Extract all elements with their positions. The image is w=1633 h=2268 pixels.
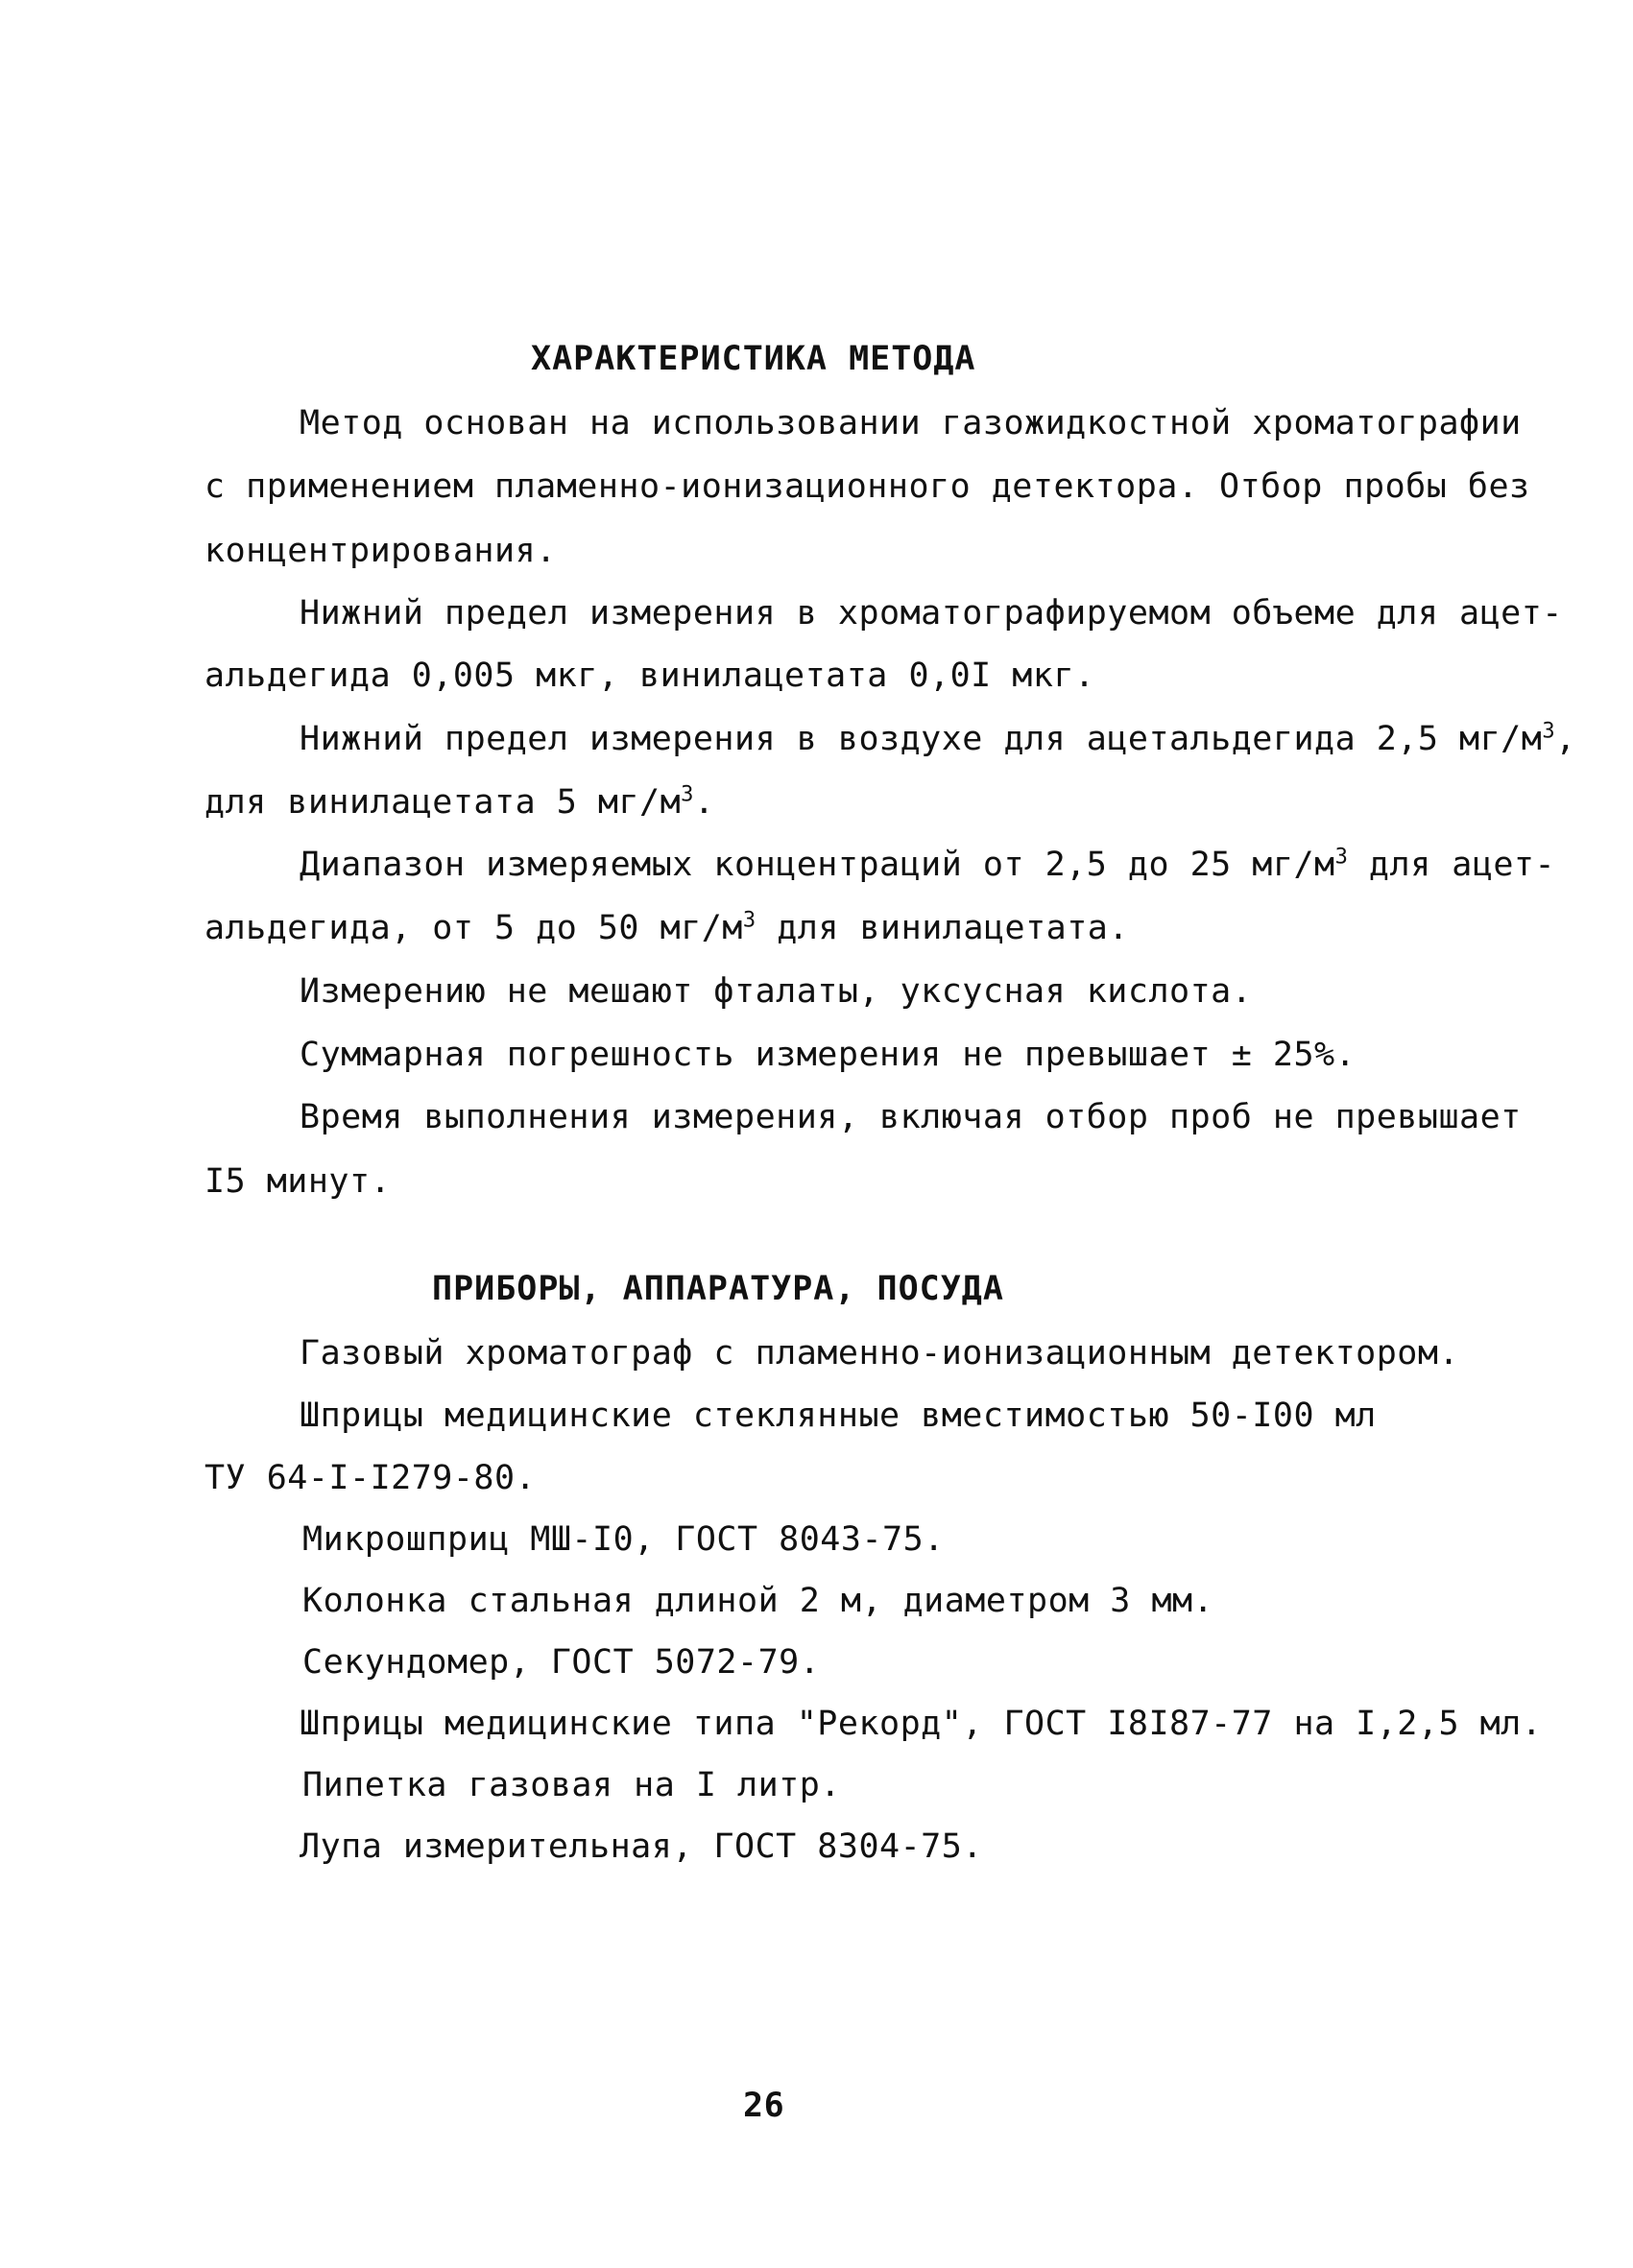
comma: ,: [1555, 720, 1576, 758]
equipment-line: Пипетка газовая на I литр.: [302, 1766, 841, 1804]
equipment-line: ТУ 64-I-I279-80.: [204, 1459, 537, 1497]
paragraph-line: [300, 844, 1555, 886]
paragraph-line: Метод основан на использовании газожидкостной хроматографии: [300, 404, 1522, 442]
text-segment: альдегида, от 5 до 50 мг/м: [204, 909, 743, 947]
paragraph-line: [204, 781, 714, 824]
superscript: 3: [742, 908, 756, 933]
text-segment: Диапазон измеряемых концентраций от 2,5 до 25 мг/м: [300, 846, 1335, 884]
equipment-line: Газовый хроматограф с пламенно-ионизационным детектором.: [300, 1334, 1460, 1373]
paragraph-line: I5 минут.: [204, 1162, 392, 1201]
text-segment: для ацет-: [1368, 846, 1556, 884]
equipment-line: Колонка стальная длиной 2 м, диаметром 3 мм.: [302, 1582, 1214, 1620]
period: .: [693, 783, 715, 822]
text-segment: для винилацетата.: [777, 909, 1129, 947]
equipment-line: Секундомер, ГОСТ 5072-79.: [302, 1643, 821, 1682]
paragraph-line: Время выполнения измерения, включая отбор проб не превышает: [300, 1098, 1522, 1136]
paragraph-line: Измерению не мешают фталаты, уксусная кислота.: [300, 972, 1253, 1011]
section-title-method: ХАРАКТЕРИСТИКА МЕТОДА: [531, 340, 976, 378]
equipment-line: Шприцы медицинские типа "Рекорд", ГОСТ I8I87-77 на I,2,5 мл.: [300, 1705, 1543, 1743]
paragraph-line: Суммарная погрешность измерения не превышает ± 25%.: [300, 1036, 1357, 1074]
page-number: 26: [743, 2087, 785, 2125]
paragraph-line: с применением пламенно-ионизационного детектора. Отбор пробы без: [204, 467, 1530, 506]
section-title-equipment: ПРИБОРЫ, АППАРАТУРА, ПОСУДА: [432, 1270, 1004, 1308]
paragraph-line: [300, 718, 1576, 760]
paragraph-line: [204, 907, 1129, 949]
paragraph-line: концентрирования.: [204, 532, 557, 570]
equipment-line: Микрошприц МШ-I0, ГОСТ 8043-75.: [302, 1520, 945, 1559]
equipment-line: Лупа измерительная, ГОСТ 8304-75.: [300, 1827, 983, 1866]
text-segment: для винилацетата 5 мг/м: [204, 783, 682, 822]
paragraph-line: альдегида 0,005 мкг, винилацетата 0,0I мкг.: [204, 657, 1095, 695]
text-segment: Нижний предел измерения в воздухе для ацетальдегида 2,5 мг/м: [300, 720, 1543, 758]
equipment-line: Шприцы медицинские стеклянные вместимостью 50-I00 мл: [300, 1397, 1377, 1435]
superscript: 3: [1334, 845, 1349, 870]
superscript: 3: [681, 782, 694, 807]
paragraph-line: Нижний предел измерения в хроматографируемом объеме для ацет-: [300, 594, 1563, 633]
superscript: 3: [1542, 719, 1556, 744]
